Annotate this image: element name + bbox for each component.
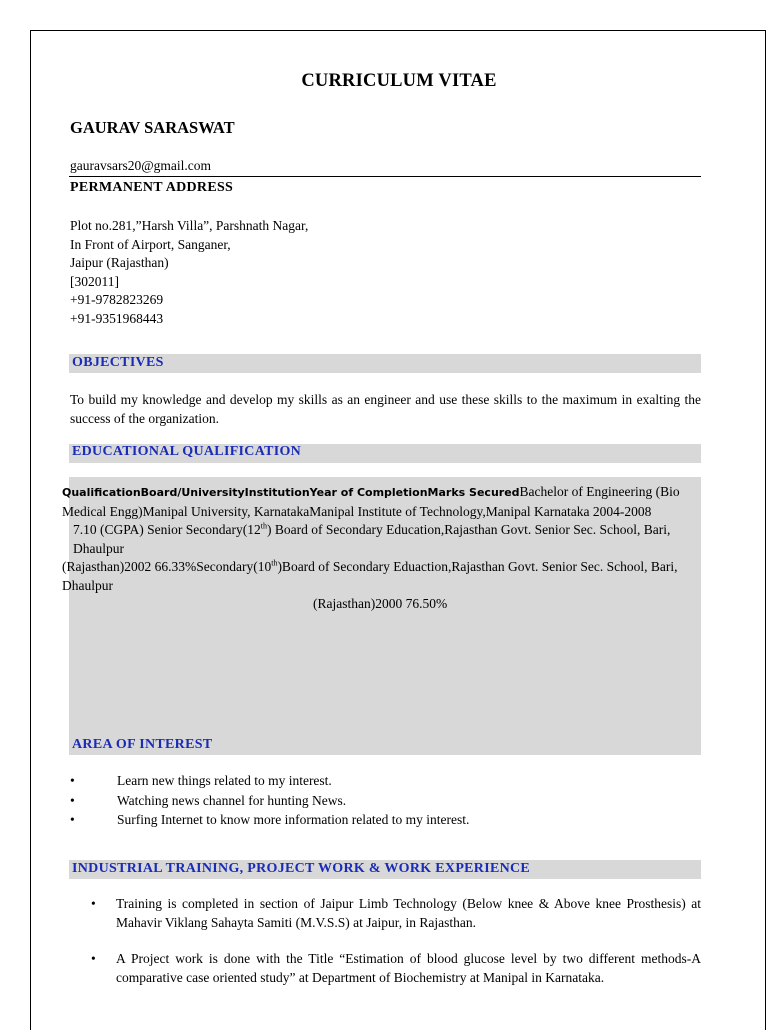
list-item: • Watching news channel for hunting News. (70, 792, 347, 808)
objectives-heading: OBJECTIVES (72, 355, 164, 370)
list-item: • Training is completed in section of Jaipur Limb Technology (Below knee & Above knee Prosthesis) at Mahavir Viklang Sahayta Samiti (M.V.S.S) at Jaipur, in Rajasthan. (91, 896, 701, 930)
interest-heading: AREA OF INTEREST (72, 737, 213, 752)
list-item: • Learn new things related to my interest. (70, 773, 332, 788)
address-line: Jaipur (Rajasthan) (70, 255, 169, 270)
candidate-name: GAURAV SARASWAT (70, 118, 235, 137)
education-row: QualificationBoard/UniversityInstitutionYear of CompletionMarks SecuredBachelor of Engineering (Bio Medical Engg)Manipal University, KarnatakaManipal Institute of Technology,Manipal Karnataka 2004-2008 (62, 484, 680, 519)
header-divider (69, 176, 701, 177)
education-content (62, 483, 702, 614)
document-title: CURRICULUM VITAE (301, 71, 497, 91)
document-page (30, 30, 766, 1030)
objectives-text: To build my knowledge and develop my skills as an engineer and use these skills to the maximum in exalting the success of the organization. (70, 392, 701, 426)
education-row: (Rajasthan)2002 66.33%Secondary(10th)Board of Secondary Eduaction,Rajasthan Govt. Senior Sec. School, Bari, Dhaulpur (62, 558, 678, 593)
address-line: In Front of Airport, Sanganer, (70, 236, 231, 252)
permanent-address-heading: PERMANENT ADDRESS (70, 180, 234, 195)
address-line: [302011] (70, 273, 119, 289)
education-row: (Rajasthan)2000 76.50% (313, 596, 448, 611)
experience-heading: INDUSTRIAL TRAINING, PROJECT WORK & WORK EXPERIENCE (72, 861, 531, 876)
list-item: • A Project work is done with the Title “Estimation of blood glucose level by two different methods-A comparative case oriented study” at Department of Biochemistry at Manipal in Karnataka. (91, 951, 701, 985)
education-columns: QualificationBoard/UniversityInstitutionYear of CompletionMarks Secured (62, 486, 520, 499)
email-address: gauravsars20@gmail.com (70, 158, 212, 173)
list-item: • Surfing Internet to know more information related to my interest. (70, 812, 470, 827)
address-line: Plot no.281,”Harsh Villa”, Parshnath Nagar, (70, 218, 309, 233)
education-row: 7.10 (CGPA) Senior Secondary(12th) Board of Secondary Education,Rajasthan Govt. Senior Sec. School, Bari, Dhaulpur (73, 521, 671, 556)
phone-line: +91-9782823269 (70, 292, 164, 307)
objectives-bar (69, 354, 701, 373)
education-heading: EDUCATIONAL QUALIFICATION (72, 444, 302, 459)
address-block (70, 217, 308, 328)
interest-list (70, 771, 469, 830)
phone-line: +91-9351968443 (70, 310, 164, 326)
